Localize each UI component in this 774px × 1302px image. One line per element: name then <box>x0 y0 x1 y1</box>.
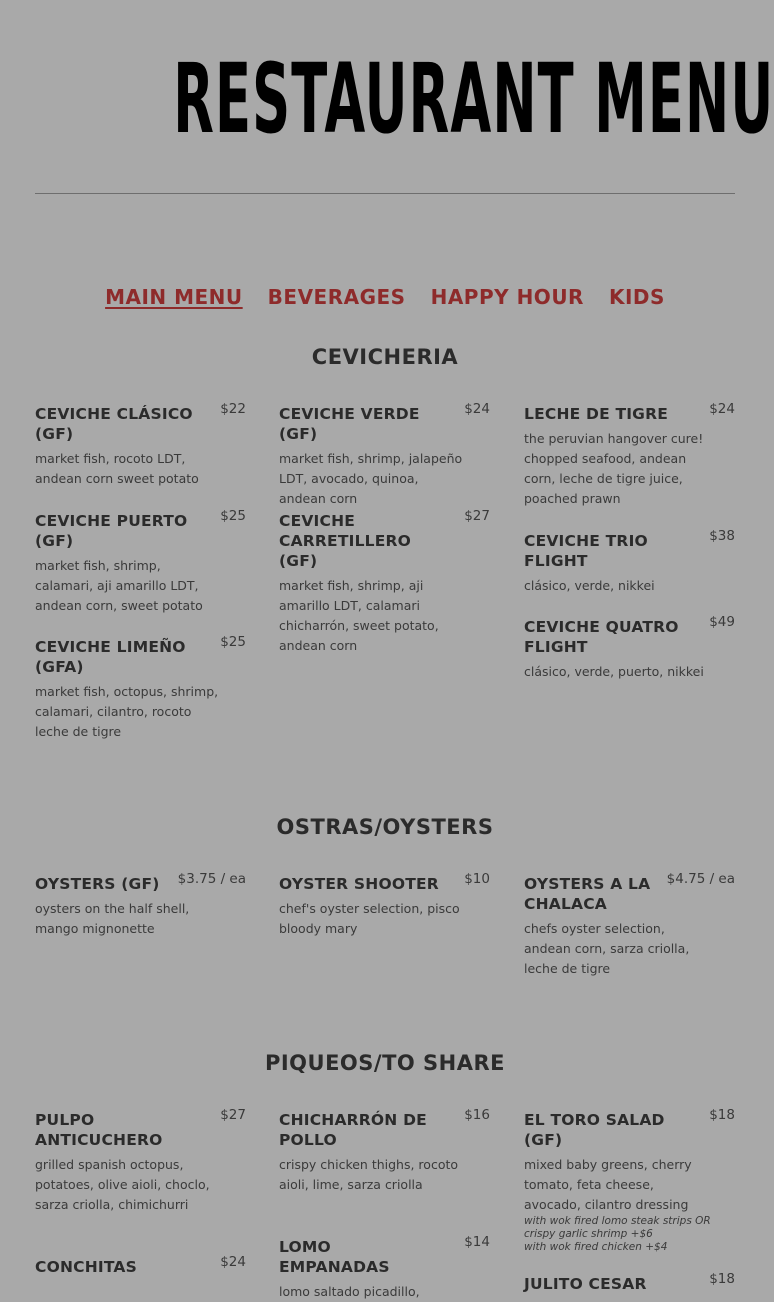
menu-item <box>524 528 735 596</box>
item-name: CEVICHE PUERTO (GF) <box>35 512 188 550</box>
item-name: PULPO ANTICUCHERO <box>35 1111 163 1149</box>
item-price: $3.75 / ea <box>177 871 246 887</box>
menu-item <box>279 401 490 509</box>
item-name: CEVICHE LIMEÑO (GFA) <box>35 638 186 676</box>
item-price: $27 <box>464 508 490 524</box>
item-description: market fish, shrimp, jalapeño LDT, avocado, quinoa, andean corn <box>279 451 463 506</box>
item-price: $10 <box>464 871 490 887</box>
item-name: CEVICHE QUATRO FLIGHT <box>524 618 679 656</box>
item-add-on-note: with wok fired chicken +$4 <box>524 1241 668 1253</box>
item-description: chef's oyster selection, pisco bloody mary <box>279 901 460 936</box>
item-description: market fish, octopus, shrimp, calamari, cilantro, rocoto leche de tigre <box>35 684 219 739</box>
item-price: $24 <box>464 401 490 417</box>
item-name: JULITO CESAR <box>524 1275 647 1293</box>
item-description: mixed baby greens, cherry tomato, feta cheese, avocado, cilantro dressing <box>524 1157 692 1212</box>
menu-item <box>35 871 246 939</box>
page-title: RESTAURANT MENU <box>173 43 774 155</box>
item-description: market fish, rocoto LDT, andean corn sweet potato <box>35 451 199 486</box>
item-description: market fish, shrimp, aji amarillo LDT, calamari chicharrón, sweet potato, andean corn <box>279 578 439 653</box>
item-name: CHICHARRÓN DE POLLO <box>279 1111 427 1149</box>
title-divider <box>35 193 735 194</box>
menu-item <box>35 634 246 742</box>
item-add-on-note: with wok fired lomo steak strips OR crispy garlic shrimp +$6 <box>524 1215 711 1240</box>
item-name: OYSTERS (GF) <box>35 875 160 893</box>
item-price: $49 <box>709 614 735 630</box>
menu-item <box>524 1107 735 1254</box>
item-price: $4.75 / ea <box>666 871 735 887</box>
menu-item <box>279 871 490 939</box>
item-name: CEVICHE CLÁSICO (GF) <box>35 405 193 443</box>
item-description: lomo saltado picadillo, <box>279 1284 420 1299</box>
section-title-piqueos: PIQUEOS/TO SHARE <box>264 1051 506 1075</box>
item-price: $38 <box>709 528 735 544</box>
item-price: $27 <box>220 1107 246 1123</box>
menu-item <box>35 401 246 489</box>
menu-item <box>279 508 490 656</box>
item-description: clásico, verde, nikkei <box>524 578 655 593</box>
tab-happy-hour[interactable]: HAPPY HOUR <box>430 285 584 309</box>
item-description: grilled spanish octopus, potatoes, olive aioli, choclo, sarza criolla, chimichurri <box>35 1157 210 1212</box>
item-name: CONCHITAS <box>35 1258 137 1276</box>
item-name: CEVICHE CARRETILLERO (GF) <box>279 512 412 570</box>
section-title-cevicheria: CEVICHERIA <box>311 345 459 369</box>
menu-item <box>35 508 246 616</box>
item-name: CEVICHE VERDE (GF) <box>279 405 420 443</box>
item-description: clásico, verde, puerto, nikkei <box>524 664 704 679</box>
item-description: chefs oyster selection, andean corn, sarza criolla, leche de tigre <box>524 921 690 976</box>
tab-beverages[interactable]: BEVERAGES <box>267 285 406 309</box>
item-price: $16 <box>464 1107 490 1123</box>
item-price: $25 <box>220 634 246 650</box>
item-price: $24 <box>220 1254 246 1270</box>
menu-item <box>35 1107 246 1215</box>
menu-tabs <box>0 285 770 309</box>
item-name: EL TORO SALAD (GF) <box>524 1111 665 1149</box>
item-description: market fish, shrimp, calamari, aji amarillo LDT, andean corn, sweet potato <box>35 558 203 613</box>
menu-item <box>524 1271 735 1294</box>
tab-main-menu[interactable]: MAIN MENU <box>105 285 243 309</box>
item-name: OYSTERS A LA CHALACA <box>524 875 651 913</box>
item-price: $25 <box>220 508 246 524</box>
item-name: CEVICHE TRIO FLIGHT <box>524 532 648 570</box>
item-description: oysters on the half shell, mango mignonette <box>35 901 190 936</box>
menu-item <box>279 1234 490 1302</box>
item-price: $14 <box>464 1234 490 1250</box>
item-name: LOMO EMPANADAS <box>279 1238 390 1276</box>
section-title-oysters: OSTRAS/OYSTERS <box>276 815 494 839</box>
item-price: $18 <box>709 1107 735 1123</box>
menu-item <box>524 614 735 682</box>
item-description: the peruvian hangover cure! chopped seafood, andean corn, leche de tigre juice, poached prawn <box>524 431 704 506</box>
item-name: OYSTER SHOOTER <box>279 875 439 893</box>
item-description: crispy chicken thighs, rocoto aioli, lime, sarza criolla <box>279 1157 459 1192</box>
menu-item <box>279 1107 490 1195</box>
item-price: $22 <box>220 401 246 417</box>
item-price: $24 <box>709 401 735 417</box>
item-price: $18 <box>709 1271 735 1287</box>
menu-item <box>35 1254 246 1277</box>
menu-item <box>524 871 735 979</box>
item-name: LECHE DE TIGRE <box>524 405 669 423</box>
menu-item <box>524 401 735 509</box>
tab-kids[interactable]: KIDS <box>608 285 665 309</box>
